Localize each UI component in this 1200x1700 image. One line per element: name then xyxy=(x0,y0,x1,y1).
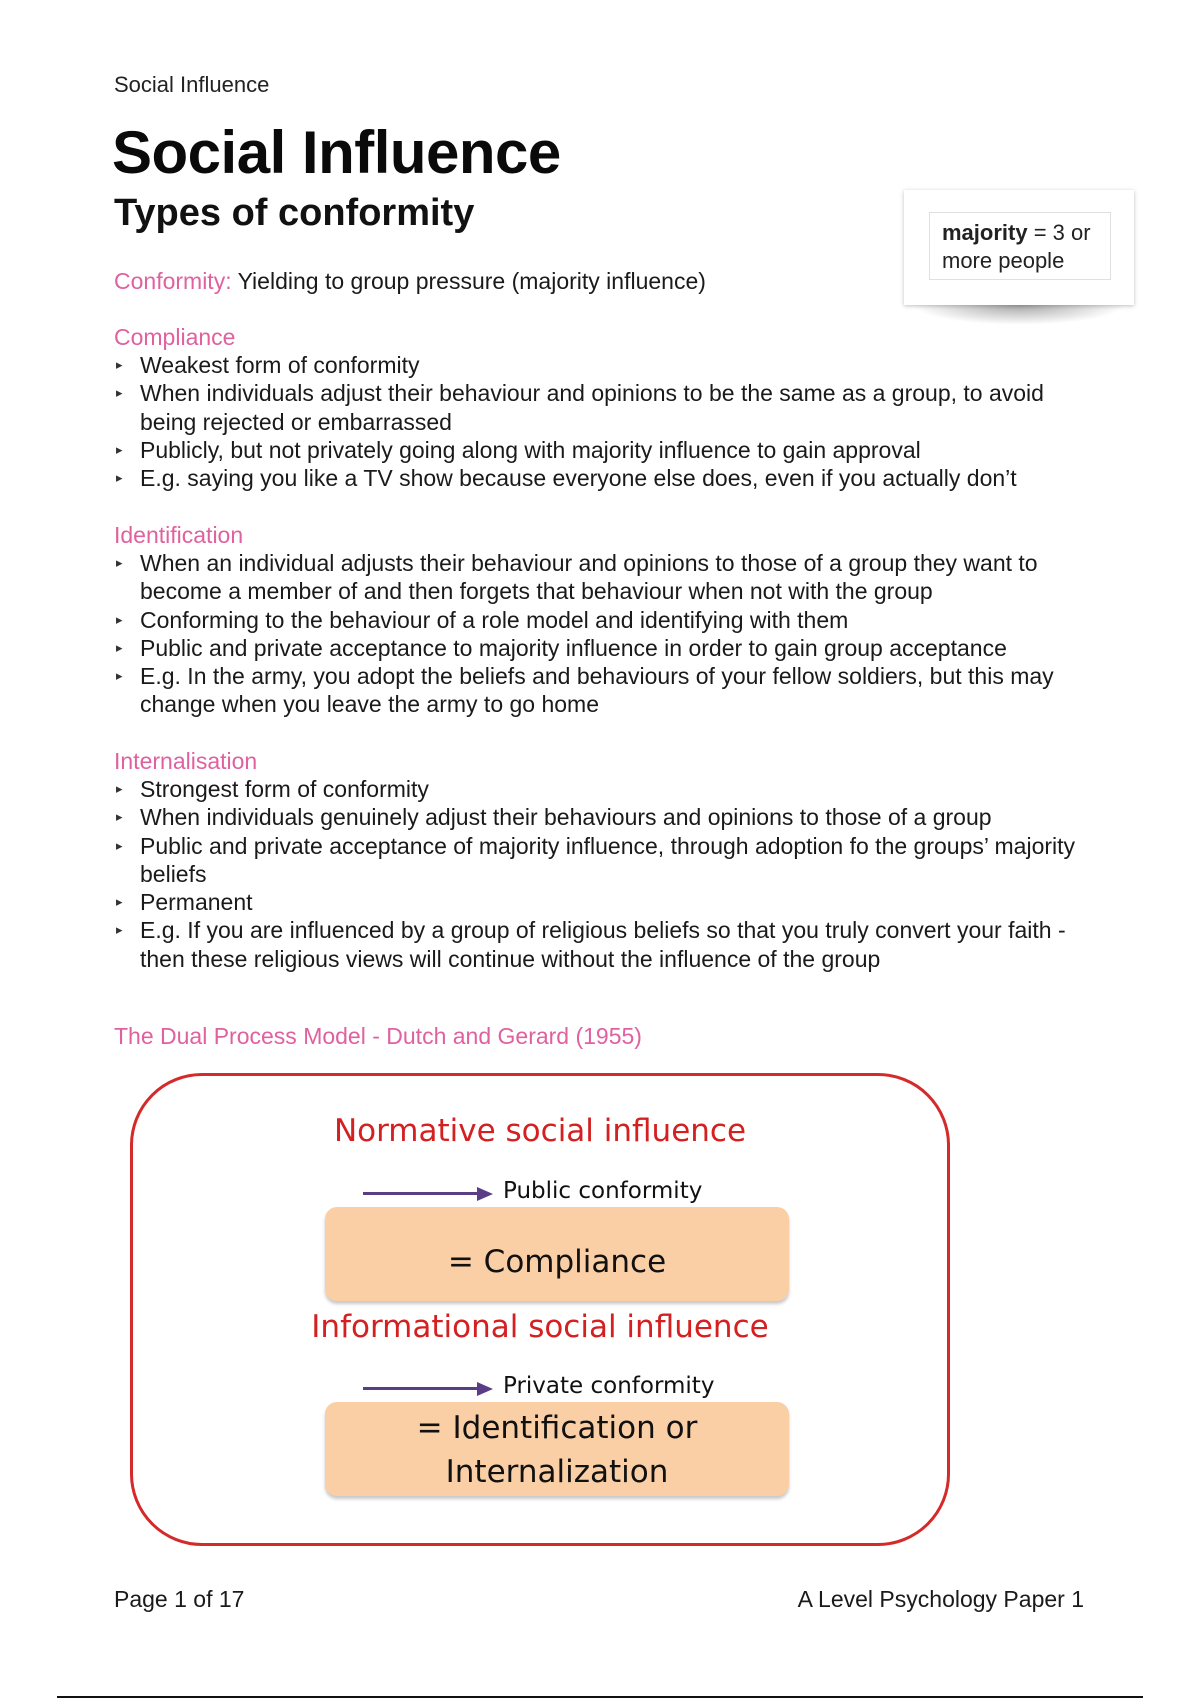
list-item: ▸ When individuals adjust their behaviour and opinions to be the same as a group, to avoid being rejected or embarrassed xyxy=(114,379,1084,436)
section-heading: Internalisation xyxy=(114,748,258,774)
result-line-1: = Identification or xyxy=(416,1410,698,1446)
conformity-definition xyxy=(114,268,706,295)
right-arrow-icon xyxy=(363,1187,493,1201)
normative-heading: Normative social influence xyxy=(333,1113,747,1149)
page-subtitle: Types of conformity xyxy=(114,192,475,234)
list-item: ▸ Public and private acceptance of majority influence, through adoption fo the groups’ majority beliefs xyxy=(114,832,1084,889)
section-internalisation xyxy=(114,747,1084,973)
list-item: ▸ Conforming to the behaviour of a role model and identifying with them xyxy=(114,606,1084,634)
result-line-2: Internalization xyxy=(445,1454,669,1490)
list-item: ▸ Publicly, but not privately going along with majority influence to gain approval xyxy=(114,436,1084,464)
dual-process-title: The Dual Process Model - Dutch and Gerard (1955) xyxy=(114,1023,642,1049)
majority-note-card xyxy=(904,190,1134,305)
section-identification xyxy=(114,521,1084,719)
page-number: Page 1 of 17 xyxy=(114,1586,245,1612)
bullet-list xyxy=(114,549,1084,719)
identification-internalization-box xyxy=(325,1402,789,1496)
list-item: ▸ Public and private acceptance to majority influence in order to gain group acceptance xyxy=(114,634,1084,662)
private-conformity-label: Private conformity xyxy=(503,1373,715,1399)
list-item: ▸ E.g. If you are influenced by a group of religious beliefs so that you truly convert your faith - then these religious views will continue without the influence of the group xyxy=(114,916,1084,973)
section-heading: Identification xyxy=(114,522,244,548)
majority-definition: = 3 or more people xyxy=(942,220,1091,273)
list-item: ▸ E.g. saying you like a TV show because everyone else does, even if you actually don’t xyxy=(114,464,1084,492)
right-arrow-icon xyxy=(363,1382,493,1396)
public-conformity-label: Public conformity xyxy=(503,1178,703,1204)
list-item: ▸ Permanent xyxy=(114,888,1084,916)
list-item: ▸ When individuals genuinely adjust their behaviours and opinions to those of a group xyxy=(114,803,1084,831)
list-item: ▸ Weakest form of conformity xyxy=(114,351,1084,379)
bullet-list xyxy=(114,351,1084,492)
majority-term: majority xyxy=(942,220,1028,245)
informational-heading: Informational social influence xyxy=(311,1309,769,1345)
page-title: Social Influence xyxy=(112,119,561,186)
dual-process-diagram xyxy=(130,1073,950,1546)
conformity-text: Yielding to group pressure (majority influence) xyxy=(231,268,706,294)
running-head: Social Influence xyxy=(114,72,270,97)
majority-note-text xyxy=(929,212,1111,280)
bottom-divider xyxy=(57,1696,1143,1698)
section-compliance xyxy=(114,323,1084,492)
list-item: ▸ E.g. In the army, you adopt the beliefs and behaviours of your fellow soldiers, but this may change when you leave the army to go home xyxy=(114,662,1084,719)
bullet-list xyxy=(114,775,1084,973)
course-name: A Level Psychology Paper 1 xyxy=(797,1586,1084,1612)
section-heading: Compliance xyxy=(114,324,236,350)
list-item: ▸ Strongest form of conformity xyxy=(114,775,1084,803)
conformity-term: Conformity: xyxy=(114,268,232,294)
compliance-box: = Compliance xyxy=(325,1207,789,1301)
list-item: ▸ When an individual adjusts their behaviour and opinions to those of a group they want to become a member of and then forgets that behaviour when not with the group xyxy=(114,549,1084,606)
